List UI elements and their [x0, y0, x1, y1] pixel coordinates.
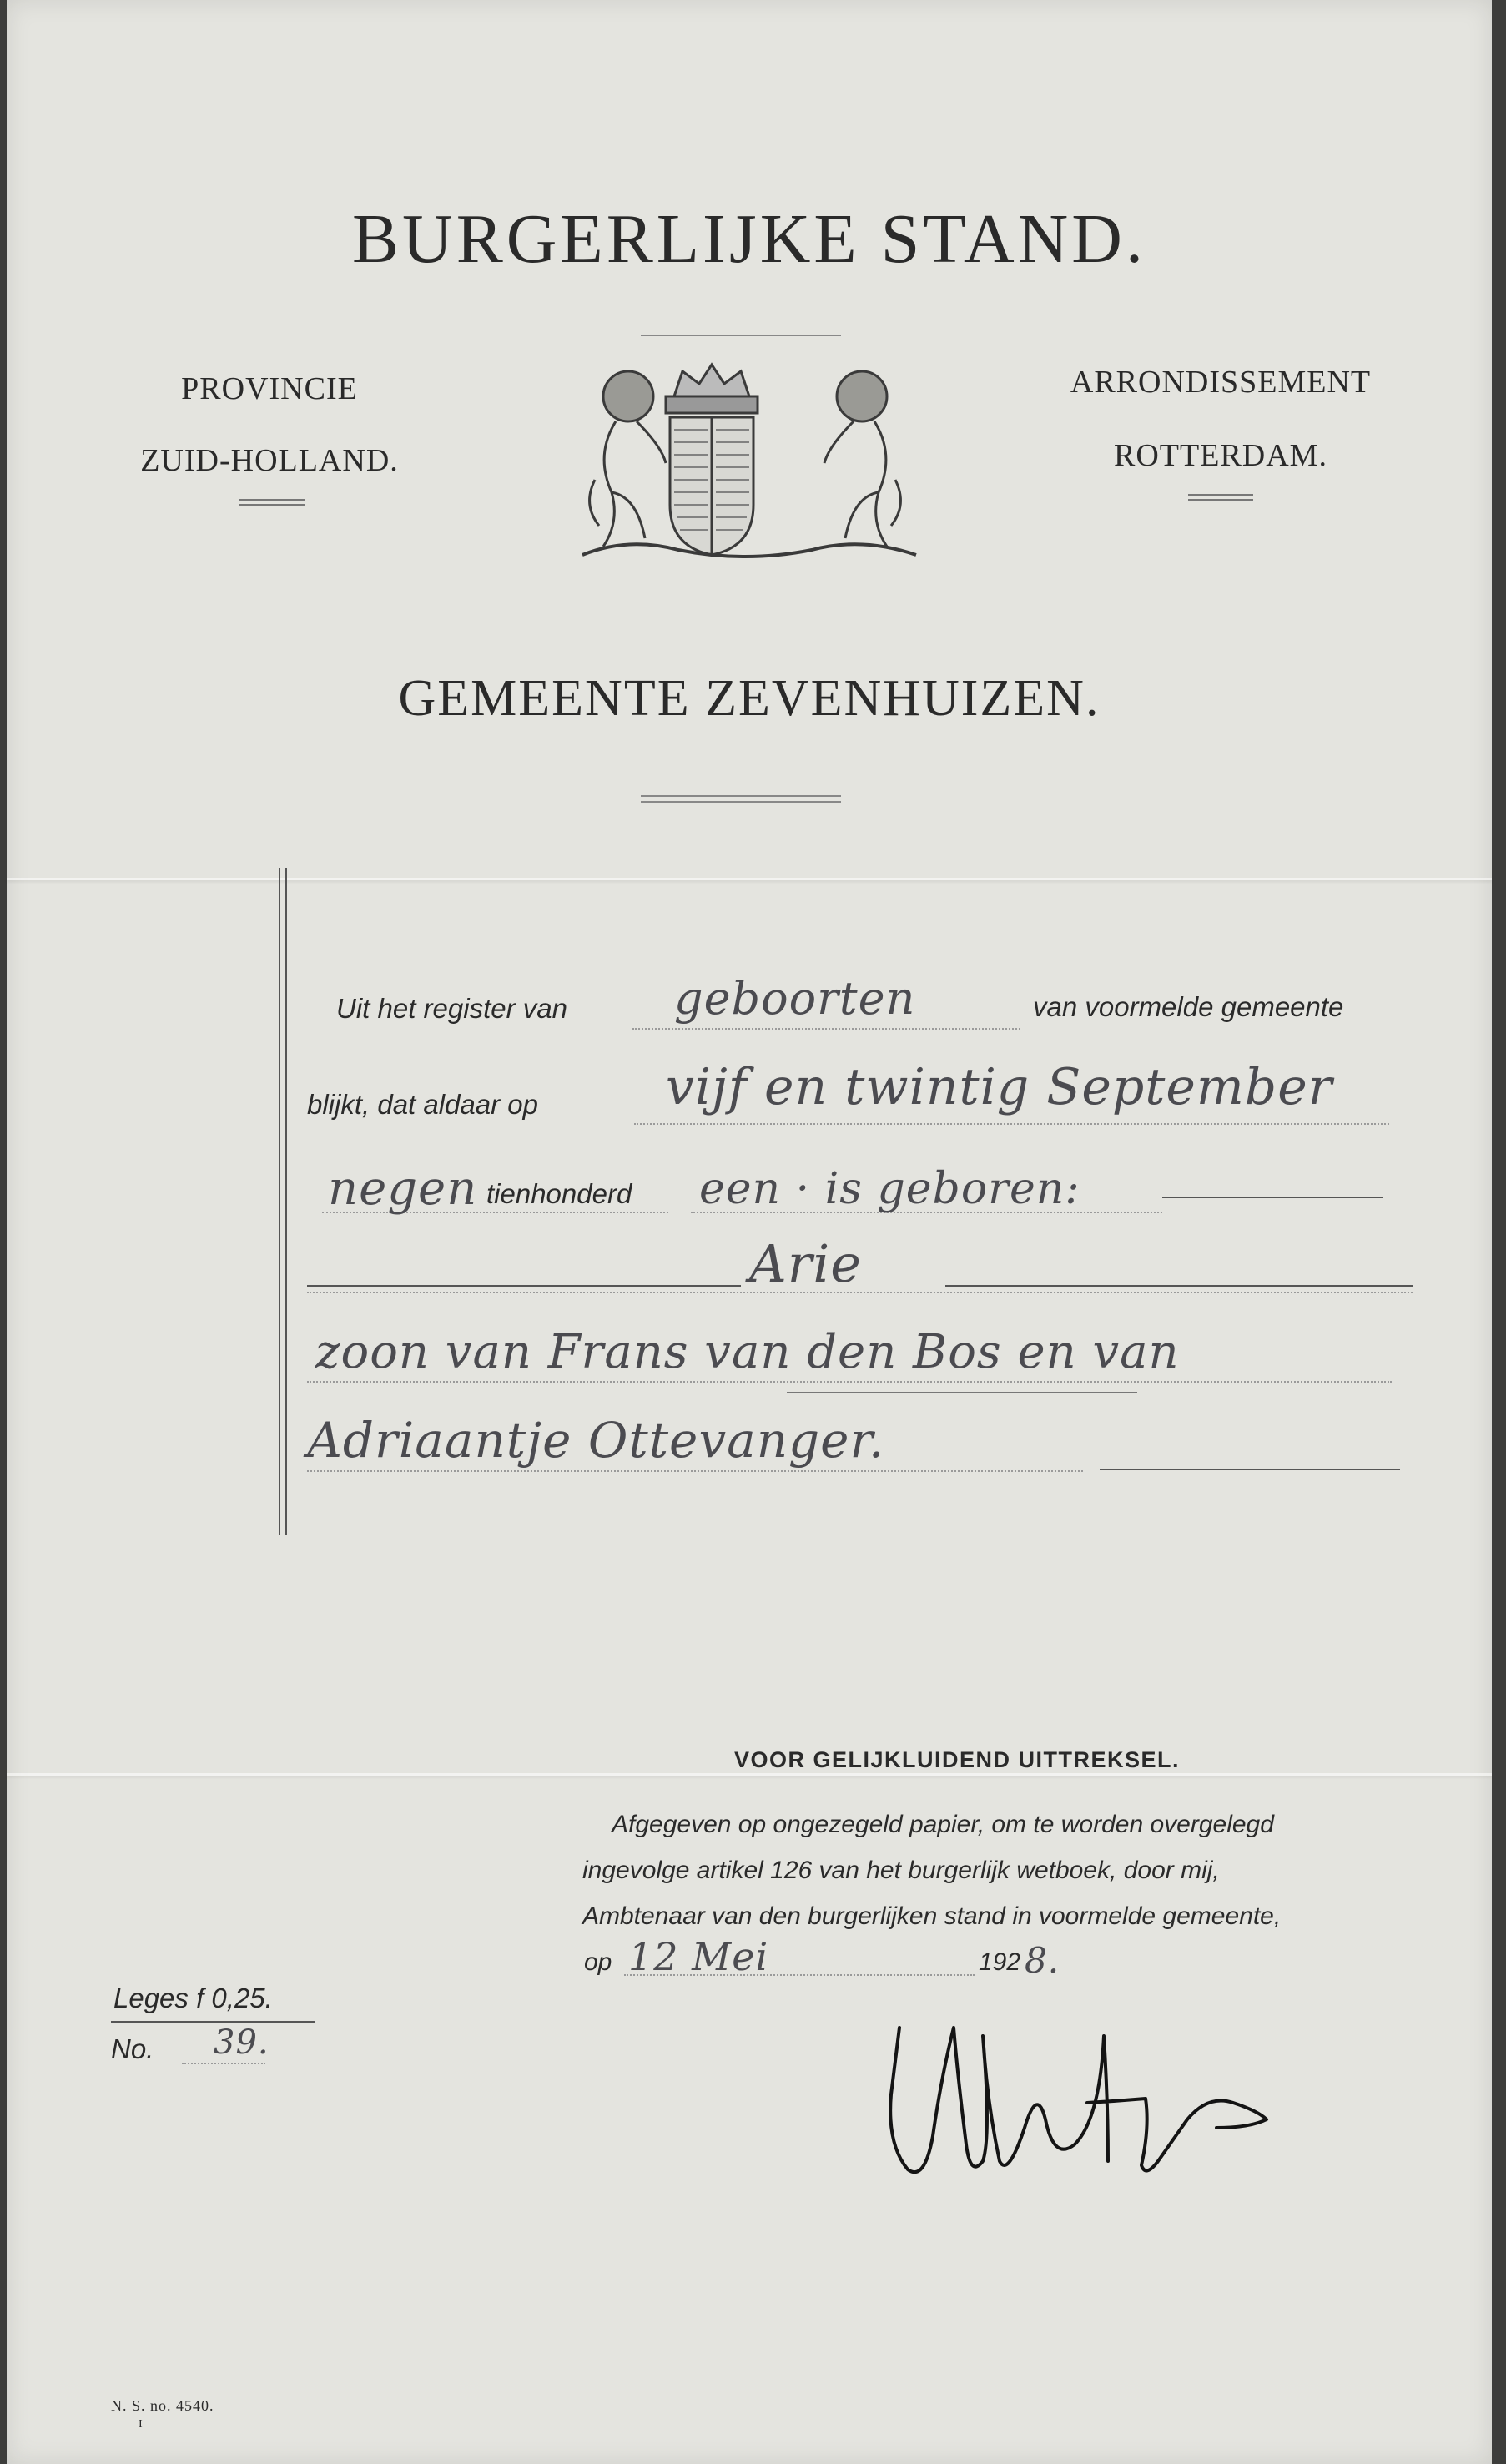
- fold-crease: [7, 1773, 1492, 1776]
- birth-year-value-a: negen: [328, 1161, 478, 1216]
- fill-line: [307, 1381, 1392, 1383]
- birth-year-value-b: een · is geboren:: [699, 1164, 1080, 1214]
- fill-line: [632, 1028, 1020, 1030]
- leges-fee: Leges f 0,25.: [113, 1983, 273, 2013]
- margin-rule: [279, 868, 280, 1535]
- form-number: N. S. no. 4540.: [111, 2397, 214, 2414]
- divider: [1188, 494, 1253, 496]
- fold-crease: [7, 878, 1492, 880]
- divider: [239, 499, 305, 501]
- coat-of-arms-icon: [578, 346, 920, 563]
- register-no-label: No.: [111, 2033, 154, 2064]
- form-sub: I: [139, 2418, 143, 2431]
- register-type-value: geboorten: [674, 972, 916, 1025]
- certification-line2: ingevolge artikel 126 van het burgerlijk wetboek, door mij,: [582, 1857, 1220, 1884]
- margin-rule: [285, 868, 287, 1535]
- municipality-name: GEMEENTE ZEVENHUIZEN.: [398, 670, 1101, 727]
- fill-line: [182, 2063, 265, 2064]
- year-handwritten: 8.: [1025, 1940, 1060, 1981]
- divider: [1188, 499, 1253, 501]
- fill-stroke: [945, 1285, 1413, 1287]
- register-line1-prefix: Uit het register van: [336, 993, 567, 1024]
- signature: [858, 2003, 1325, 2203]
- document-page: [7, 0, 1492, 2464]
- issue-date-value: 12 Mei: [628, 1934, 769, 1979]
- year-printed: 192: [979, 1948, 1021, 1976]
- mother-name-value: Adriaantje Ottevanger.: [307, 1412, 885, 1469]
- fill-line: [307, 1292, 1413, 1293]
- certification-line3: Ambtenaar van den burgerlijken stand in voormelde gemeente,: [582, 1902, 1282, 1930]
- divider: [641, 335, 841, 336]
- fill-stroke: [1100, 1469, 1400, 1470]
- certification-line1: Afgegeven op ongezegeld papier, om te worden overgelegd: [612, 1811, 1274, 1838]
- fill-stroke: [307, 1285, 741, 1287]
- underline: [787, 1392, 1137, 1393]
- certification-heading: VOOR GELIJKLUIDEND UITTREKSEL.: [734, 1747, 1181, 1772]
- birth-date-value: vijf en twintig September: [666, 1058, 1333, 1116]
- parents-line-value: zoon van Frans van den Bos en van: [315, 1325, 1180, 1379]
- district-name: ROTTERDAM.: [1114, 438, 1327, 473]
- register-line1-suffix: van voormelde gemeente: [1033, 991, 1344, 1022]
- district-label: ARRONDISSEMENT: [1070, 365, 1372, 400]
- divider: [239, 504, 305, 506]
- fill-line: [307, 1470, 1083, 1472]
- fill-line: [634, 1123, 1389, 1125]
- province-label: PROVINCIE: [181, 371, 358, 406]
- register-no-value: 39.: [214, 2023, 269, 2062]
- divider: [641, 801, 841, 803]
- register-line3-printed: tienhonderd: [486, 1178, 632, 1209]
- register-line2-prefix: blijkt, dat aldaar op: [307, 1089, 539, 1120]
- province-name: ZUID-HOLLAND.: [140, 443, 399, 478]
- divider: [641, 795, 841, 797]
- page-title: BURGERLIJKE STAND.: [352, 200, 1146, 278]
- date-prefix: op: [584, 1948, 612, 1976]
- fill-stroke: [1162, 1197, 1383, 1198]
- child-name-value: Arie: [749, 1233, 862, 1294]
- divider: [111, 2021, 315, 2023]
